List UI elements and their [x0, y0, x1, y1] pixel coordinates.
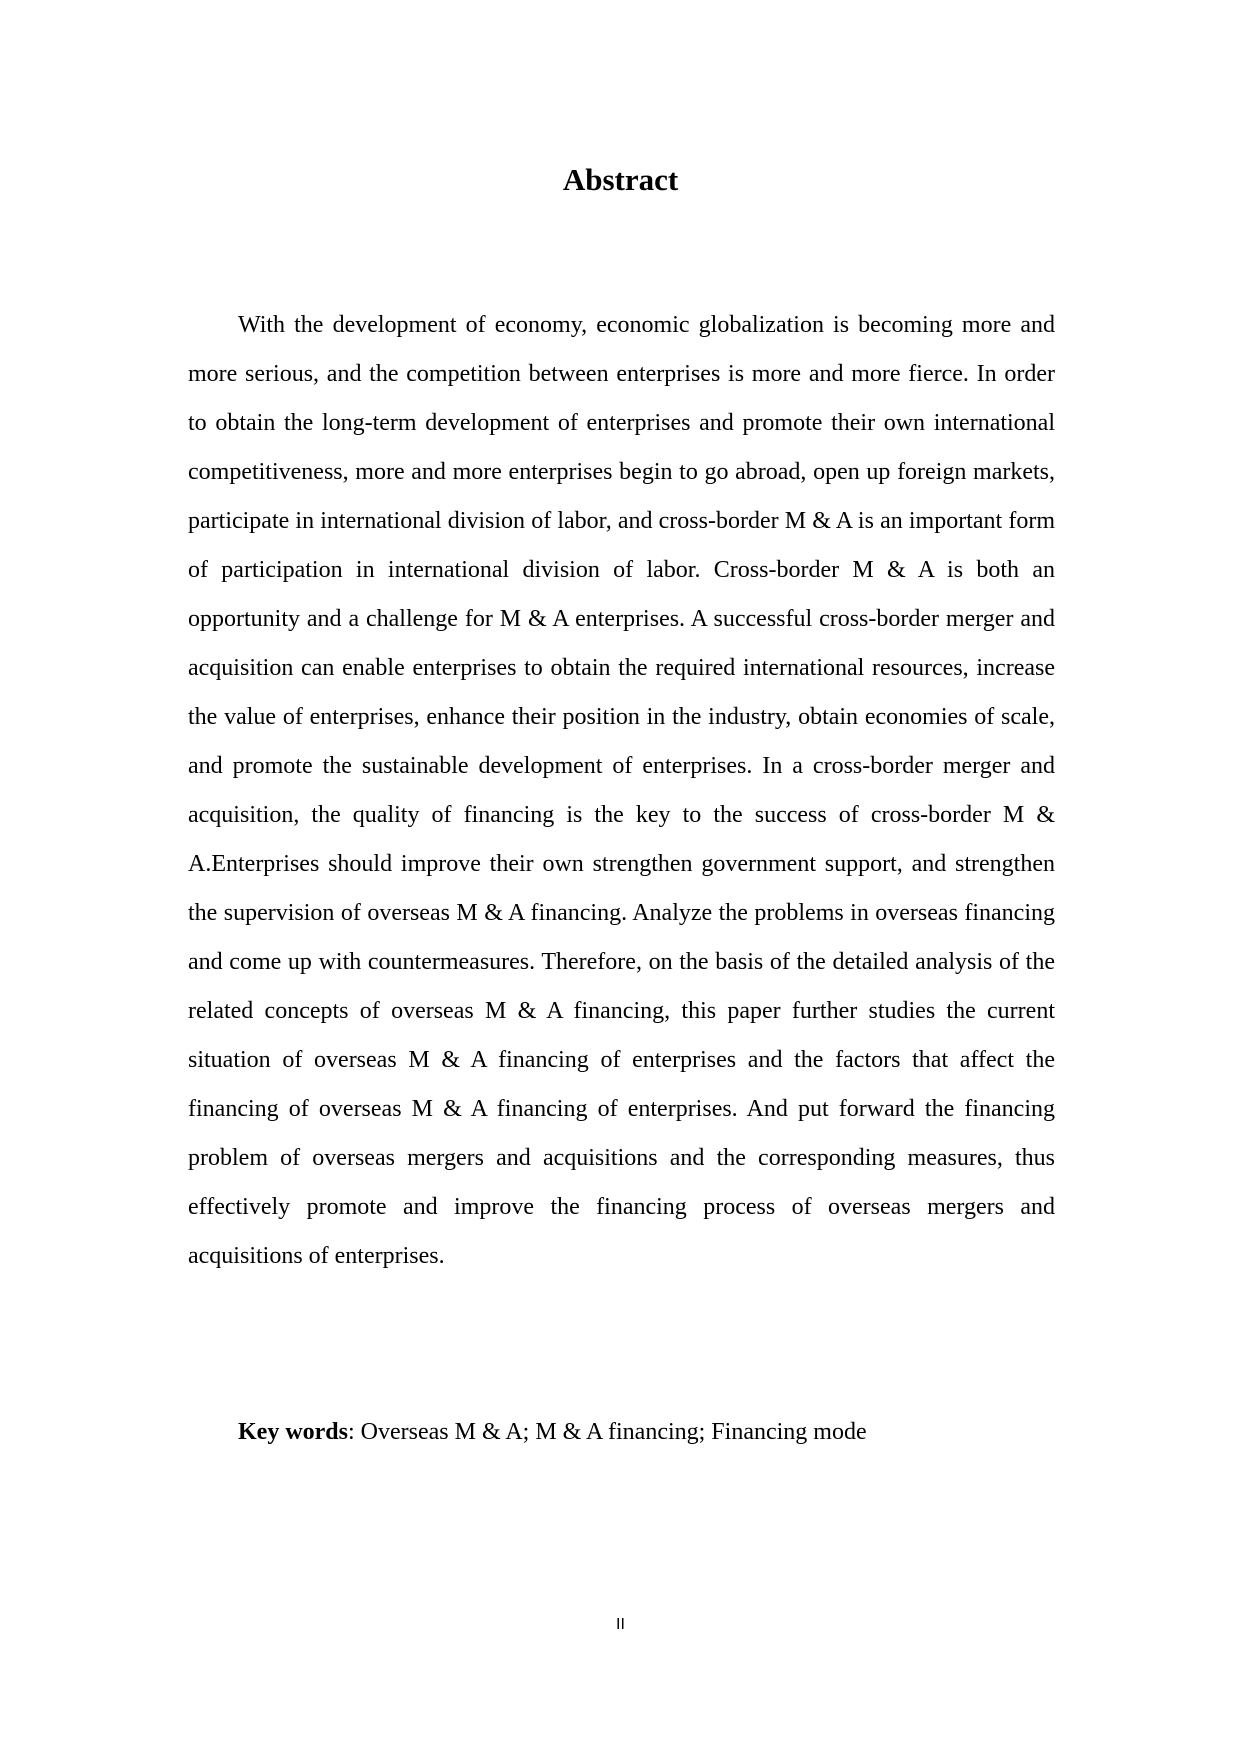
keywords-value: Overseas M & A; M & A financing; Financing mode	[360, 1419, 867, 1445]
keywords-label: Key words	[238, 1419, 348, 1445]
abstract-body-paragraph: With the development of economy, economic globalization is becoming more and more serious, and the competition between enterprises is more and more fierce. In order to obtain the long-term development of enterprises and promote their own international competitiveness, more and more enterprises begin to go abroad, open up foreign markets, participate in international division of labor, and cross-border M & A is an important form of participation in international division of labor. Cross-border M & A is both an opportunity and a challenge for M & A enterprises. A successful cross-border merger and acquisition can enable enterprises to obtain the required international resources, increase the value of enterprises, enhance their position in the industry, obtain economies of scale, and promote the sustainable development of enterprises. In a cross-border merger and acquisition, the quality of financing is the key to the success of cross-border M & A.Enterprises should improve their own strengthen government support, and strengthen the supervision of overseas M & A financing. Analyze the problems in overseas financing and come up with countermeasures. Therefore, on the basis of the detailed analysis of the related concepts of overseas M & A financing, this paper further studies the current situation of overseas M & A financing of enterprises and the factors that affect the financing of overseas M & A financing of enterprises. And put forward the financing problem of overseas mergers and acquisitions and the corresponding measures, thus effectively promote and improve the financing process of overseas mergers and acquisitions of enterprises.	[188, 312, 1055, 1269]
keywords-separator: :	[348, 1419, 361, 1445]
keywords-line	[238, 1412, 867, 1452]
page-number: II	[616, 1616, 625, 1633]
abstract-title: Abstract	[562, 162, 679, 197]
